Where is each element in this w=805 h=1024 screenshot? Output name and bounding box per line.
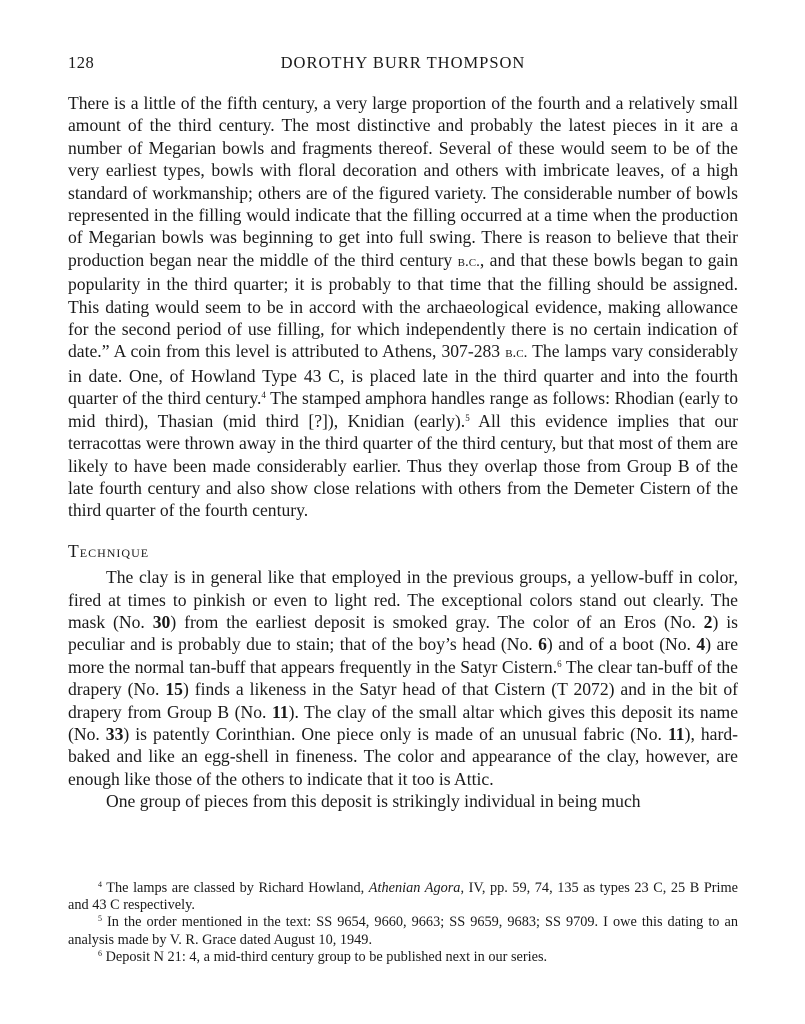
running-head: DOROTHY BURR THOMPSON (280, 53, 526, 72)
paragraph-1: There is a little of the fifth century, a very large proportion of the fourth and a relatively small amount of the third century. The most distinctive and probably the latest pieces in it are a number of Megarian bowls and fragments thereof. Several of these would seem to be of the very earliest types, bowls with floral decoration and others with imbricate leaves, of a high standard of workmanship; others are of the figured variety. The considerable number of bowls represented in the filling would indicate that the filling occurred at a time when the production of Megarian bowls was beginning to get into full swing. There is reason to believe that their production began near the middle of the third century b.c., and that these bowls began to gain popularity in the third quarter; it is probably to that time that the filling should be assigned. This dating would seem to be in accord with the archaeological evidence, making allowance for the second period of use filling, for which independently there is no certain indication of date.” A coin from this level is attributed to Athens, 307-283 b.c. The lamps vary considerably in date. One, of Howland Type 43 C, is placed late in the third quarter and into the fourth quarter of the third century.$^4$ The stamped amphora handles range as follows: Rhodian (early to mid third), Thasian (mid third [?]), Knidian (early).$^5$ All this evidence implies that our terracottas were thrown away in the third quarter of the third century, but that most of them are likely to have been made considerably earlier. Thus they overlap those from Group B of the late fourth century and also show close relations with others from the Demeter Cistern of the third quarter of the fourth century. (68, 93, 739, 521)
paragraph-3: One group of pieces from this deposit is strikingly individual in being much (106, 791, 641, 812)
footnotes (68, 880, 738, 966)
footnote-5: $^5$ In the order mentioned in the text: SS 9654, 9660, 9663; SS 9659, 9683; SS 9709. I owe this dating to an analysis made by V. R. Grace dated August 10, 1949. (68, 914, 738, 948)
section-heading: Technique (68, 540, 150, 561)
footnote-ref-6: 6 (557, 658, 562, 669)
footnote-ref-4: 4 (261, 390, 266, 401)
paragraph-2: The clay is in general like that employed in the previous groups, a yellow-buff in color, fired at times to pinkish or even to light red. The exceptional colors stand out clearly. The mask (No. 30) from the earliest deposit is smoked gray. The color of an Eros (No. 2) is peculiar and is probably due to stain; that of the boy’s head (No. 6) and of a boot (No. 4) are more the normal tan-buff that appears frequently in the Satyr Cistern.$^6$ The clear tan-buff of the drapery (No. 15) finds a likeness in the Satyr head of that Cistern (T 2072) and in the bit of drapery from Group B (No. 11). The clay of the small altar which gives this deposit its name (No. 33) is patently Corinthian. One piece only is made of an unusual fabric (No. 11), hard-baked and like an egg-shell in fineness. The color and appearance of the clay, however, are enough like those of the others to indicate that it too is Attic. (68, 567, 739, 789)
footnote-ref-5: 5 (465, 412, 470, 423)
page-header (68, 53, 738, 77)
page-number: 128 (68, 53, 95, 72)
body-text (68, 92, 738, 813)
footnote-4: $^4$ The lamps are classed by Richard Howland, Athenian Agora, IV, pp. 59, 74, 135 as types 23 C, 25 B Prime and 43 C respectively. (68, 880, 738, 914)
footnote-6: $^6$ Deposit N 21: 4, a mid-third century group to be published next in our series. (98, 948, 548, 965)
